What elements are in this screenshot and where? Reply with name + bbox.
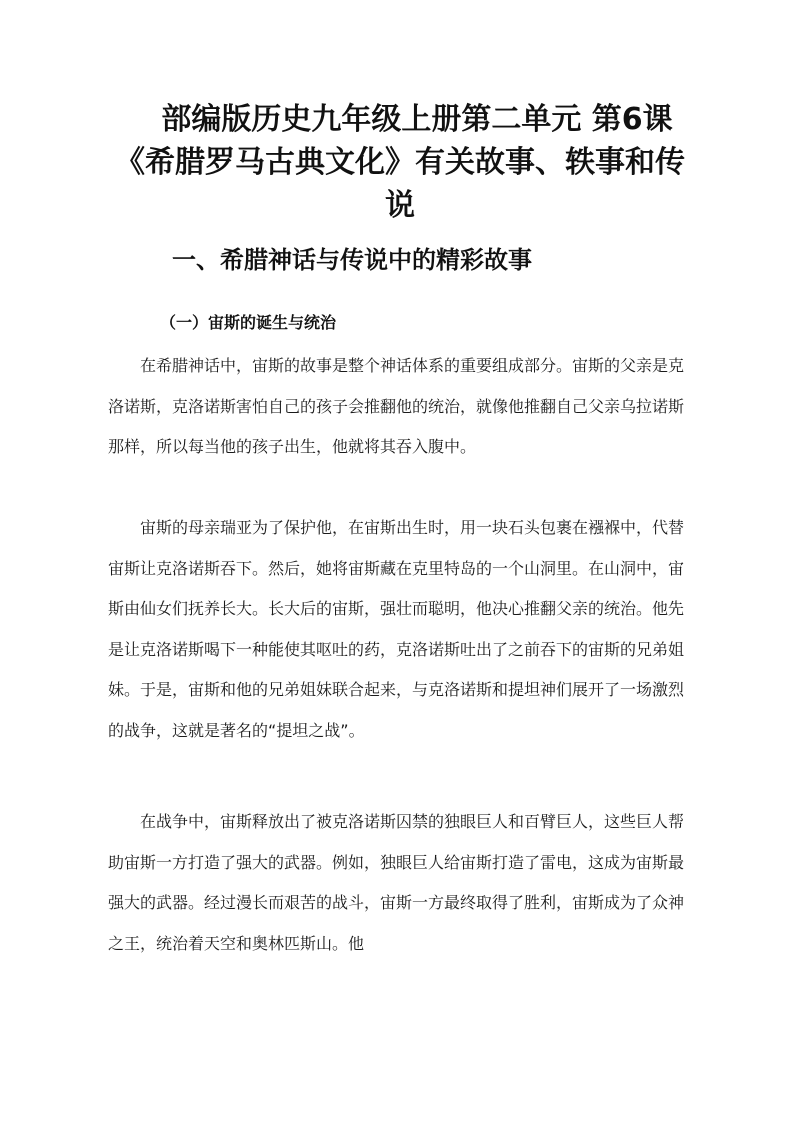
- paragraph-3: 在战争中，宙斯释放出了被克洛诺斯囚禁的独眼巨人和百臂巨人，这些巨人帮助宙斯一方打造了强大的武器。例如，独眼巨人给宙斯打造了雷电，这成为宙斯最强大的武器。经过漫长而艰苦的战斗，宙斯一方最终取得了胜利，宙斯成为了众神之王，统治着天空和奥林匹斯山。他: [108, 812, 685, 953]
- paragraph-2: 宙斯的母亲瑞亚为了保护他，在宙斯出生时，用一块石头包裹在襁褓中，代替宙斯让克洛诺斯吞下。然后，她将宙斯藏在克里特岛的一个山洞里。在山洞中，宙斯由仙女们抚养长大。长大后的宙斯，强壮而聪明，他决心推翻父亲的统治。他先是让克洛诺斯喝下一种能使其呕吐的药，克洛诺斯吐出了之前吞下的宙斯的兄弟姐妹。于是，宙斯和他的兄弟姐妹联合起来，与克洛诺斯和提坦神们展开了一场激烈的战争，这就是著名的“提坦之战”。: [108, 518, 685, 740]
- section-heading: 一、希腊神话与传说中的精彩故事: [172, 246, 532, 274]
- paragraph-1: 在希腊神话中，宙斯的故事是整个神话体系的重要组成部分。宙斯的父亲是克洛诺斯，克洛诺斯害怕自己的孩子会推翻他的统治，就像他推翻自己父亲乌拉诺斯那样，所以每当他的孩子出生，他就将其吞入腹中。: [108, 356, 685, 456]
- subsection-heading: （一）宙斯的诞生与统治: [160, 313, 337, 332]
- document-title: 部编版历史九年级上册第二单元 第6课《希腊罗马古典文化》有关故事、轶事和传说: [115, 102, 685, 223]
